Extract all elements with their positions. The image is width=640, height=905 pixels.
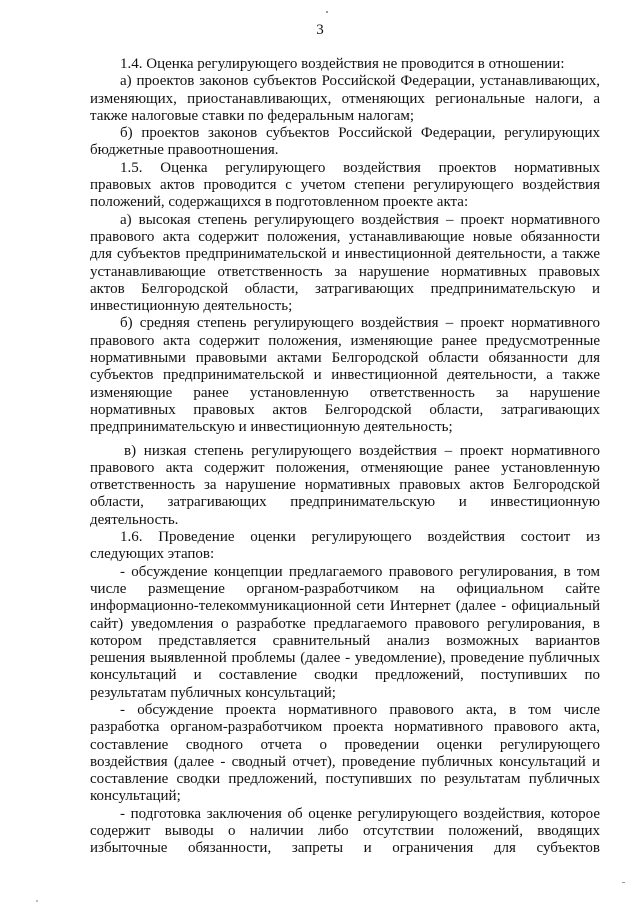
text-line: - обсуждение проекта нормативного правового акта, в том числе	[120, 701, 600, 718]
text-line: для субъектов предпринимательской и инвестиционной деятельности, а также	[90, 246, 600, 263]
text-line: предпринимательскую и инвестиционную деятельность;	[90, 419, 453, 436]
text-line: актов Белгородской области, затрагивающих предпринимательскую и	[90, 280, 600, 297]
text-line: деятельность.	[90, 511, 179, 528]
text-line: а) проектов законов субъектов Российской Федерации, устанавливающих,	[120, 73, 600, 90]
text-line: 1.5. Оценка регулирующего воздействия проектов нормативных	[120, 159, 600, 176]
text-line: числе размещение органом-разработчиком на официальном сайте	[90, 580, 600, 597]
text-line: составление сводного отчета о проведении оценки регулирующего	[90, 736, 600, 753]
text-line: б) средняя степень регулирующего воздействия – проект нормативного	[120, 315, 600, 332]
text-line: следующих этапов:	[90, 546, 215, 563]
text-line: в) низкая степень регулирующего воздействия – проект нормативного	[124, 442, 600, 459]
text-line: нормативными правовыми актами Белгородской области обязанности для	[90, 350, 600, 367]
text-line: избыточные обязанности, запреты и ограничения для субъектов	[90, 840, 600, 857]
text-line: правового акта содержит положения, изменяющие ранее предусмотренные	[90, 332, 600, 349]
text-line: правовых актов проводится с учетом степени регулирующего воздействия	[90, 177, 600, 194]
text-line: правового акта содержит положения, устанавливающие новые обязанности	[90, 228, 600, 245]
text-line: разработка органом-разработчиком проекта нормативного правового акта,	[90, 719, 600, 736]
text-line: содержит выводы о наличии либо отсутствии положений, вводящих	[90, 823, 600, 840]
text-line: сайт) уведомления о разработке предлагаемого правового регулирования, в	[90, 615, 600, 632]
text-line: правового акта содержит положения, отменяющие ранее установленную	[90, 459, 600, 476]
scan-mark	[622, 882, 625, 883]
text-line: результатам публичных консультаций;	[90, 684, 336, 701]
document-body	[90, 56, 600, 858]
text-line: устанавливающие ответственность за нарушение нормативных правовых	[90, 263, 600, 280]
text-line: области, затрагивающих предпринимательскую и инвестиционную	[90, 494, 600, 511]
text-line: инвестиционную деятельность;	[90, 298, 293, 315]
text-line: составление сводки предложений, поступивших по результатам публичных	[90, 771, 600, 788]
text-line: бюджетные правоотношения.	[90, 142, 279, 159]
page-number: 3	[316, 22, 324, 38]
text-line: консультаций;	[90, 788, 181, 805]
text-line: решения выявленной проблемы (далее - уведомление), проведение публичных	[90, 650, 600, 667]
text-line: нормативных правовых актов Белгородской области, затрагивающих	[90, 401, 600, 418]
text-line: субъектов предпринимательской и инвестиционной деятельности, а также	[90, 367, 600, 384]
scan-mark	[36, 900, 38, 902]
text-line: ответственность за нарушение нормативных правовых актов Белгородской	[90, 477, 600, 494]
text-line: котором представляется сравнительный анализ возможных вариантов	[90, 632, 600, 649]
text-line: 1.6. Проведение оценки регулирующего воздействия состоит из	[120, 529, 600, 546]
text-line: консультаций и составление сводки предложений, поступивших по	[90, 667, 600, 684]
text-line: 1.4. Оценка регулирующего воздействия не проводится в отношении:	[120, 56, 565, 72]
text-line: положений, содержащихся в подготовленном проекте акта:	[90, 194, 469, 211]
text-line: - обсуждение концепции предлагаемого правового регулирования, в том	[120, 563, 600, 580]
text-line: б) проектов законов субъектов Российской Федерации, регулирующих	[120, 125, 600, 142]
text-line: воздействия (далее - сводный отчет), проведение публичных консультаций и	[90, 753, 600, 770]
text-line: также налоговые ставки по федеральным налогам;	[90, 107, 415, 124]
text-line: изменяющие ранее установленную ответственность за нарушение	[90, 384, 600, 401]
text-line: - подготовка заключения об оценке регулирующего воздействия, которое	[120, 805, 600, 822]
scan-speck	[326, 11, 328, 13]
text-line: информационно-телекоммуникационной сети Интернет (далее - официальный	[90, 598, 600, 615]
text-line: а) высокая степень регулирующего воздействия – проект нормативного	[120, 211, 600, 228]
text-line: изменяющих, приостанавливающих, отменяющих региональные налоги, а	[90, 90, 600, 107]
